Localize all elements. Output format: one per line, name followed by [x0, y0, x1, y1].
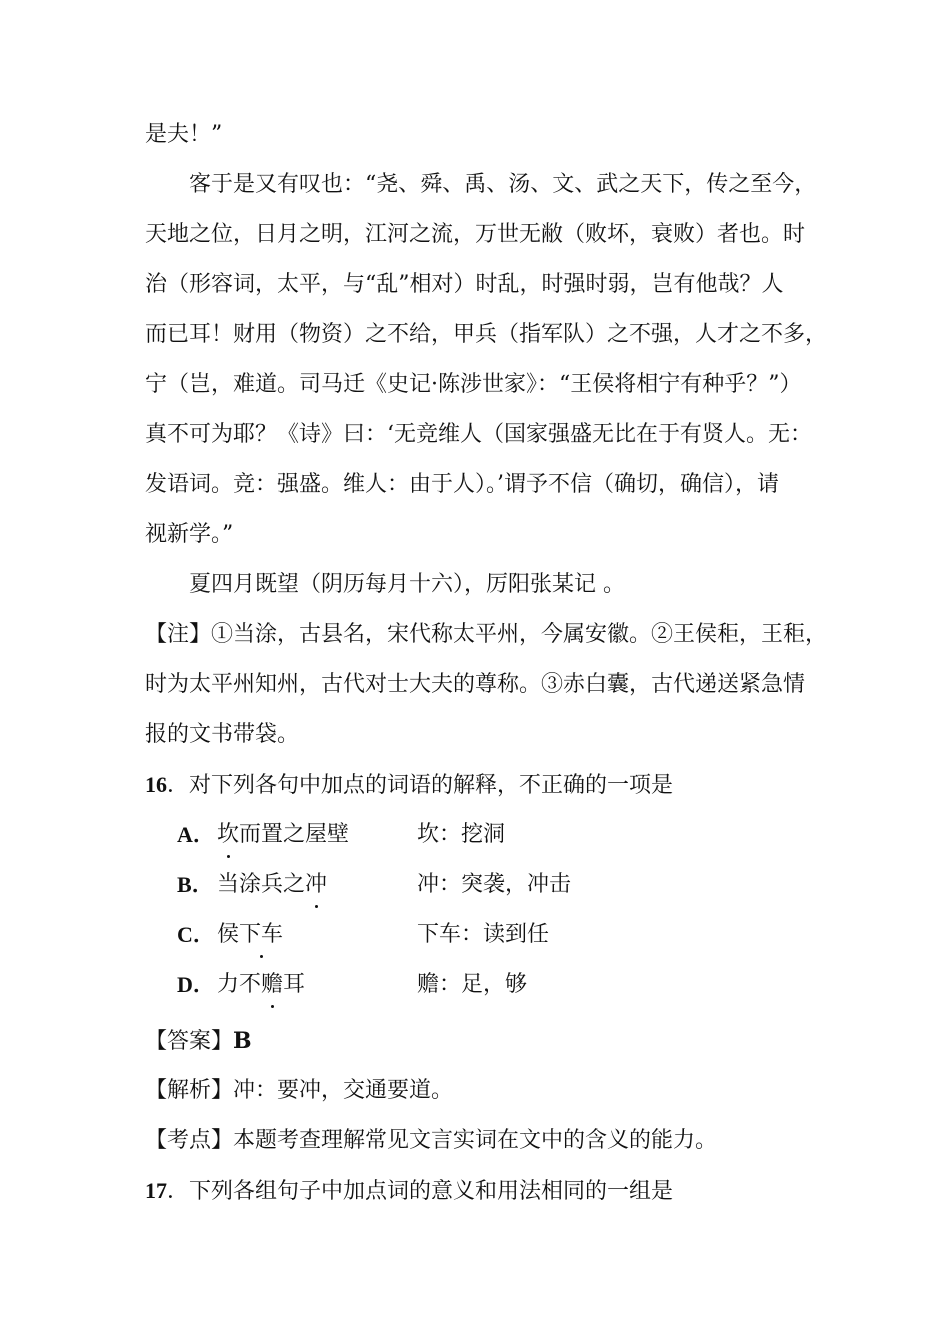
answer-line: [145, 1016, 815, 1066]
dotted-word: 下车: [239, 910, 283, 960]
question-16-stem: [145, 760, 815, 810]
option-letter: D．: [177, 972, 215, 997]
question-text: ．对下列各句中加点的词语的解释，不正确的一项是: [167, 773, 674, 798]
option-letter: C．: [177, 922, 215, 947]
dotted-word: 赡: [261, 960, 283, 1010]
option-c: [145, 910, 815, 960]
paragraph-line: 真不可为耶？《诗》曰：‘无竞维人（国家强盛无比在于有贤人。无：: [145, 422, 812, 447]
question-number: 17: [145, 1178, 167, 1203]
dotted-word: 冲: [305, 860, 327, 910]
answer-label: 【答案】: [145, 1029, 234, 1054]
paragraph-line: 宁（岂，难道。司马迁《史记·陈涉世家》：“王侯将相宁有种乎？”）: [145, 372, 802, 397]
option-d: [145, 960, 815, 1010]
analysis-text: 冲：要冲，交通要道。: [233, 1078, 454, 1103]
option-gloss: 坎：挖洞: [417, 822, 506, 847]
option-letter: B．: [177, 872, 214, 897]
option-a: [145, 810, 815, 860]
option-gloss: 冲：突袭，冲击: [417, 872, 572, 897]
question-number: 16: [145, 772, 167, 797]
dotted-word: 坎: [217, 810, 239, 860]
option-sentence: 当涂兵之冲: [217, 860, 327, 910]
answer-value: B: [233, 1028, 252, 1054]
point-text: 本题考查理解常见文言实词在文中的含义的能力。: [233, 1128, 718, 1153]
option-sentence: 侯下车: [217, 910, 283, 960]
paragraph-line: 天地之位，日月之明，江河之流，万世无敝（败坏，衰败）者也。时: [145, 222, 806, 247]
paragraph-line: 夏四月既望（阴历每月十六），厉阳张某记 。: [189, 572, 625, 597]
option-sentence: 坎而置之屋壁: [217, 810, 349, 860]
point-label: 【考点】: [145, 1128, 234, 1153]
option-letter: A．: [177, 822, 215, 847]
option-b: [145, 860, 815, 910]
point-line: [145, 1116, 815, 1166]
option-gloss: 下车：读到任: [417, 922, 550, 947]
question-text: ．下列各组句子中加点词的意义和用法相同的一组是: [167, 1179, 674, 1204]
document-page: [145, 110, 828, 1216]
option-gloss: 赡：足，够: [417, 972, 528, 997]
paragraph-line: 而已耳！财用（物资）之不给，甲兵（指军队）之不强，人才之不多，: [145, 322, 828, 347]
question-17-stem: [145, 1166, 815, 1216]
paragraph-line: 客于是又有叹也：“尧、舜、禹、汤、文、武之天下，传之至今，: [189, 172, 817, 197]
note-line: 【注】①当涂，古县名，宋代称太平州，今属安徽。②王侯秬，王秬，: [145, 622, 828, 647]
paragraph-line: 发语词。竞：强盛。维人：由于人）。’谓予不信（确切，确信），请: [145, 472, 779, 497]
paragraph-line: 视新学。”: [145, 522, 234, 547]
note-line: 报的文书带袋。: [145, 722, 300, 747]
analysis-line: [145, 1066, 815, 1116]
analysis-label: 【解析】: [145, 1078, 234, 1103]
paragraph-line: 是夫！”: [145, 122, 223, 147]
paragraph-line: 治（形容词，太平，与“乱”相对）时乱，时强时弱，岂有他哉？人: [145, 272, 784, 297]
option-sentence: 力不赡耳: [217, 960, 305, 1010]
note-line: 时为太平州知州，古代对士大夫的尊称。③赤白囊，古代递送紧急情: [145, 672, 806, 697]
